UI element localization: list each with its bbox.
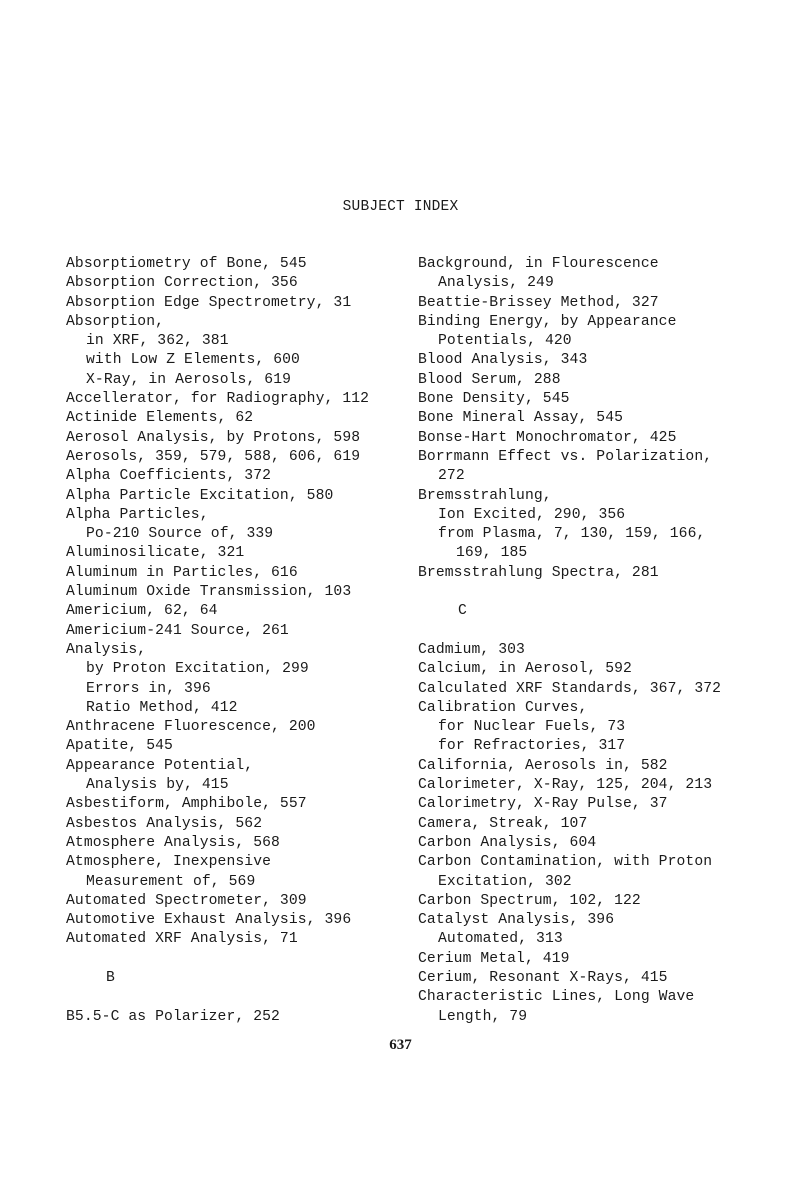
index-entry: Aluminum Oxide Transmission, 103: [66, 584, 352, 601]
index-entry: Americium, 62, 64: [66, 603, 218, 620]
index-entry: Aluminosilicate, 321: [66, 545, 245, 562]
index-entry: Binding Energy, by Appearance: [418, 313, 677, 330]
index-subentry: 169, 185: [456, 545, 528, 562]
index-entry: Aerosol Analysis, by Protons, 598: [66, 429, 361, 446]
index-entry: Beattie-Brissey Method, 327: [418, 294, 659, 311]
index-subentry: Ratio Method, 412: [86, 699, 238, 716]
index-entry: Apatite, 545: [66, 738, 173, 755]
index-subentry: in XRF, 362, 381: [86, 333, 229, 350]
index-entry: Blood Analysis, 343: [418, 352, 588, 369]
index-entry: Accellerator, for Radiography, 112: [66, 391, 370, 408]
index-entry: Aluminum in Particles, 616: [66, 564, 298, 581]
index-subentry: Measurement of, 569: [86, 873, 256, 890]
page-title: SUBJECT INDEX: [342, 199, 459, 215]
index-subentry: Errors in, 396: [86, 680, 211, 697]
index-subentry: Analysis by, 415: [86, 777, 229, 794]
index-entry: Calculated XRF Standards, 367, 372: [418, 680, 722, 697]
index-entry: Asbestos Analysis, 562: [66, 815, 263, 832]
index-entry: Background, in Flourescence: [418, 256, 659, 272]
index-entry: Absorption Correction, 356: [66, 275, 298, 292]
index-column-left: [66, 255, 411, 1027]
index-entry: Camera, Streak, 107: [418, 815, 588, 832]
index-subentry: Potentials, 420: [438, 333, 572, 350]
index-entry: Absorption Edge Spectrometry, 31: [66, 294, 352, 311]
index-entry: Anthracene Fluorescence, 200: [66, 719, 316, 736]
index-entry: Bonse-Hart Monochromator, 425: [418, 429, 677, 446]
blank-line: [66, 950, 411, 969]
index-subentry: Excitation, 302: [438, 873, 572, 890]
index-entry: Actinide Elements, 62: [66, 410, 254, 427]
index-entry: Bremsstrahlung,: [418, 487, 552, 504]
index-entry: Absorptiometry of Bone, 545: [66, 256, 307, 272]
index-entry: Calorimetry, X-Ray Pulse, 37: [418, 796, 668, 813]
index-entry: Carbon Analysis, 604: [418, 834, 597, 851]
section-letter-heading: B: [106, 969, 115, 986]
index-entry: Bone Density, 545: [418, 391, 570, 408]
index-subentry: Ion Excited, 290, 356: [438, 506, 626, 523]
index-entry: Carbon Spectrum, 102, 122: [418, 892, 641, 909]
index-entry: Absorption,: [66, 313, 165, 330]
index-entry: Borrmann Effect vs. Polarization,: [418, 448, 713, 465]
index-entry: Atmosphere Analysis, 568: [66, 834, 280, 851]
index-subentry: for Refractories, 317: [438, 738, 626, 755]
index-entry: Blood Serum, 288: [418, 371, 561, 388]
index-entry: Calibration Curves,: [418, 699, 588, 716]
index-entry: Calcium, in Aerosol, 592: [418, 661, 632, 678]
index-entry: Atmosphere, Inexpensive: [66, 854, 272, 871]
index-subentry: Length, 79: [438, 1008, 528, 1025]
index-subentry: 272: [438, 468, 465, 485]
index-subentry: Automated, 313: [438, 931, 563, 948]
index-entry: California, Aerosols in, 582: [418, 757, 668, 774]
page-number: 637: [389, 1037, 412, 1053]
index-column-right: [418, 255, 798, 1027]
index-entry: Appearance Potential,: [66, 757, 254, 774]
index-entry: Automotive Exhaust Analysis, 396: [66, 912, 352, 929]
index-entry: Alpha Coefficients, 372: [66, 468, 272, 485]
index-entry: Americium-241 Source, 261: [66, 622, 289, 639]
index-entry: Alpha Particles,: [66, 506, 209, 523]
index-entry: B5.5-C as Polarizer, 252: [66, 1008, 280, 1025]
index-entry: Automated Spectrometer, 309: [66, 892, 307, 909]
index-entry: Bremsstrahlung Spectra, 281: [418, 564, 659, 581]
index-entry: Asbestiform, Amphibole, 557: [66, 796, 307, 813]
blank-line: [66, 988, 411, 1007]
index-entry: Cadmium, 303: [418, 641, 525, 658]
index-entry: Analysis,: [66, 641, 147, 658]
index-subentry: Analysis, 249: [438, 275, 554, 292]
index-subentry: X-Ray, in Aerosols, 619: [86, 371, 292, 388]
index-subentry: Po-210 Source of, 339: [86, 526, 274, 543]
index-entry: Alpha Particle Excitation, 580: [66, 487, 334, 504]
index-subentry: for Nuclear Fuels, 73: [438, 719, 626, 736]
blank-line: [418, 622, 798, 641]
index-subentry: with Low Z Elements, 600: [86, 352, 300, 369]
index-entry: Aerosols, 359, 579, 588, 606, 619: [66, 448, 361, 465]
index-subentry: from Plasma, 7, 130, 159, 166,: [438, 526, 706, 543]
section-letter-heading: C: [458, 603, 467, 620]
index-subentry: by Proton Excitation, 299: [86, 661, 309, 678]
index-entry: Cerium Metal, 419: [418, 950, 570, 967]
index-entry: Cerium, Resonant X-Rays, 415: [418, 969, 668, 986]
index-entry: Bone Mineral Assay, 545: [418, 410, 624, 427]
blank-line: [418, 583, 798, 602]
index-entry: Carbon Contamination, with Proton: [418, 854, 713, 871]
index-entry: Automated XRF Analysis, 71: [66, 931, 298, 948]
index-entry: Characteristic Lines, Long Wave: [418, 989, 695, 1006]
index-entry: Calorimeter, X-Ray, 125, 204, 213: [418, 777, 713, 794]
index-entry: Catalyst Analysis, 396: [418, 912, 615, 929]
